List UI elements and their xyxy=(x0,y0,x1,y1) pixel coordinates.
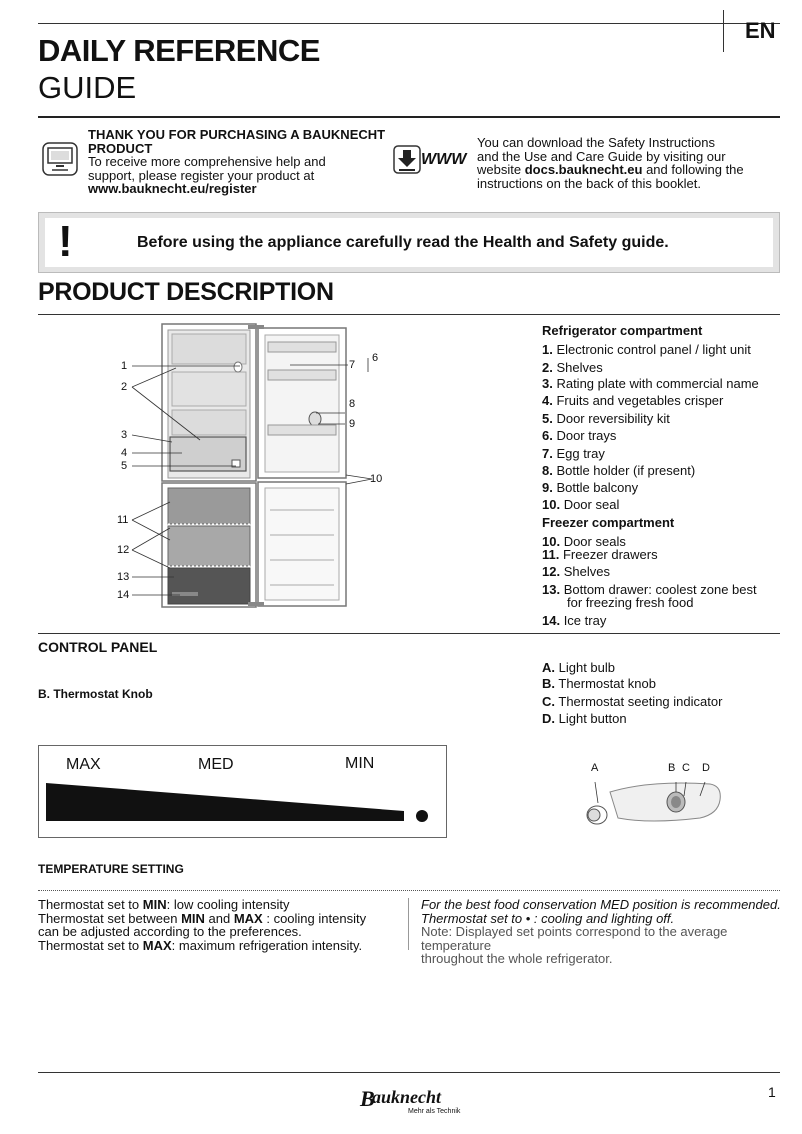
www-label: WWW xyxy=(421,151,467,168)
temp-line-1-pre: Thermostat set to xyxy=(38,897,143,912)
fridge-item-label: Rating plate with commercial name xyxy=(552,376,759,391)
freezer-item-number: 13. xyxy=(542,582,561,597)
fridge-item-number: 1. xyxy=(542,342,553,357)
control-panel-item-number: A. xyxy=(542,660,555,675)
control-panel-item xyxy=(542,694,722,709)
warning-text: Before using the appliance carefully read the Health and Safety guide. xyxy=(137,234,669,251)
control-panel-title: CONTROL PANEL xyxy=(38,639,158,655)
download-line-4: instructions on the back of this booklet. xyxy=(477,175,702,191)
temperature-notes xyxy=(421,898,786,966)
diagram-label-6: 6 xyxy=(372,352,379,364)
thermostat-wedge xyxy=(44,780,444,825)
temp-line-1-min: MIN xyxy=(142,897,167,912)
freezer-item-number: 14. xyxy=(542,613,561,628)
temp-note-4: throughout the whole refrigerator. xyxy=(421,951,613,966)
register-info xyxy=(88,128,388,196)
fridge-item-label: Egg tray xyxy=(552,446,605,461)
download-line-1: You can download the Safety Instructions xyxy=(477,135,716,150)
diagram-label-2: 2 xyxy=(121,381,128,393)
temp-line-2-max: MAX xyxy=(233,910,263,926)
fridge-item-label: Door trays xyxy=(552,428,617,443)
brand-tagline: Mehr als Technik xyxy=(408,1108,461,1115)
temp-line-4-max: MAX xyxy=(142,937,172,953)
download-info xyxy=(477,136,782,190)
temp-line-4-pre: Thermostat set to xyxy=(38,937,143,953)
freezer-item xyxy=(542,613,606,628)
product-rule xyxy=(38,314,780,315)
freezer-item xyxy=(542,564,610,579)
diagram-label-1: 1 xyxy=(121,360,128,372)
control-panel-item xyxy=(542,676,656,691)
scale-med-label: MED xyxy=(198,756,234,773)
temp-line-1 xyxy=(38,898,398,912)
temperature-title: TEMPERATURE SETTING xyxy=(38,862,184,876)
fridge-item-label: Shelves xyxy=(552,360,603,375)
fridge-item-number: 6. xyxy=(542,428,553,443)
fridge-item-number: 9. xyxy=(542,480,553,495)
fridge-item xyxy=(542,480,638,495)
freezer-item-number: 10. xyxy=(542,534,561,549)
fridge-item xyxy=(542,393,723,408)
temp-line-2-min: MIN xyxy=(181,910,205,926)
temp-line-2-post: : cooling intensity xyxy=(262,910,367,926)
freezer-item-13-line2: for freezing fresh food xyxy=(567,595,694,610)
control-rule xyxy=(38,633,780,634)
freezer-item-label: Door seals xyxy=(560,534,626,549)
temp-note-1: For the best food conservation MED position is recommended. xyxy=(421,897,781,912)
register-heading-2: PRODUCT xyxy=(88,140,153,156)
temperature-rule xyxy=(38,890,780,891)
control-panel-item-label: Light button xyxy=(555,711,627,726)
download-line-3-prefix: website xyxy=(477,162,525,177)
fridge-item-number: 3. xyxy=(542,376,553,391)
fridge-item xyxy=(542,376,759,391)
register-line-1: To receive more comprehensive help and xyxy=(88,154,326,169)
diagram-label-14: 14 xyxy=(117,589,130,601)
diagram-label-7: 7 xyxy=(349,359,356,371)
download-line-2: and the Use and Care Guide by visiting our xyxy=(477,148,726,164)
fridge-item-label: Bottle holder (if present) xyxy=(552,463,696,478)
fridge-item-label: Door reversibility kit xyxy=(552,411,670,426)
temp-note-3: Note: Displayed set points correspond to the average temperature xyxy=(421,924,728,953)
fridge-heading: Refrigerator compartment xyxy=(542,323,703,338)
control-panel-subtitle: B. Thermostat Knob xyxy=(38,687,153,701)
fridge-item xyxy=(542,360,603,375)
fridge-item xyxy=(542,411,670,426)
temp-line-2 xyxy=(38,912,398,926)
temp-line-1-post: : low cooling intensity xyxy=(166,897,290,912)
fridge-item-number: 5. xyxy=(542,411,553,426)
temperature-divider xyxy=(408,898,409,950)
header-rule xyxy=(38,116,780,118)
fridge-item-number: 8. xyxy=(542,463,553,478)
language-code: EN xyxy=(745,18,776,43)
freezer-item-label: Freezer drawers xyxy=(559,547,658,562)
brand-logo-initial: B xyxy=(360,1086,375,1111)
control-panel-item xyxy=(542,711,627,726)
fridge-item xyxy=(542,446,605,461)
download-link[interactable]: docs.bauknecht.eu xyxy=(524,162,643,177)
fridge-diagram xyxy=(110,320,400,612)
register-link[interactable]: www.bauknecht.eu/register xyxy=(88,181,257,196)
download-line-3-suffix: and following the xyxy=(642,162,744,177)
fridge-item-number: 7. xyxy=(542,446,553,461)
temp-line-4-post: : maximum refrigeration intensity. xyxy=(171,937,363,953)
register-heading-1: THANK YOU FOR PURCHASING A BAUKNECHT xyxy=(88,127,386,142)
top-rule xyxy=(38,23,780,24)
freezer-item-label: Bottom drawer: coolest zone best xyxy=(560,582,757,597)
temp-line-4 xyxy=(38,939,398,953)
warning-icon: ! xyxy=(58,217,73,266)
diagram-label-13: 13 xyxy=(117,571,130,583)
download-www-icon xyxy=(393,145,473,175)
unit-label-a: A xyxy=(591,762,599,774)
fridge-item-label: Fruits and vegetables crisper xyxy=(552,393,724,408)
temp-line-2-pre: Thermostat set between xyxy=(38,910,182,926)
control-panel-item-number: C. xyxy=(542,694,555,709)
footer-rule xyxy=(38,1072,780,1073)
diagram-label-12: 12 xyxy=(117,544,130,556)
download-line-3 xyxy=(477,163,782,177)
freezer-item-label: Ice tray xyxy=(560,613,607,628)
freezer-item-number: 12. xyxy=(542,564,561,579)
fridge-item xyxy=(542,428,616,443)
temp-line-3: can be adjusted according to the preferences. xyxy=(38,924,302,939)
scale-min-label: MIN xyxy=(345,755,375,772)
monitor-icon xyxy=(42,142,78,176)
brand-logo: auknecht xyxy=(372,1087,442,1107)
fridge-item-number: 4. xyxy=(542,393,553,408)
diagram-label-8: 8 xyxy=(349,398,356,410)
unit-label-d: D xyxy=(702,762,710,774)
freezer-item xyxy=(542,547,658,562)
control-panel-item xyxy=(542,660,615,675)
diagram-label-5: 5 xyxy=(121,460,128,472)
product-description-title: PRODUCT DESCRIPTION xyxy=(38,278,334,306)
fridge-item-number: 10. xyxy=(542,497,561,512)
control-panel-item-label: Light bulb xyxy=(555,660,615,675)
freezer-item-label: Shelves xyxy=(560,564,610,579)
unit-label-c: C xyxy=(682,762,690,774)
fridge-item xyxy=(542,463,695,478)
temperature-left xyxy=(38,898,398,952)
fridge-item xyxy=(542,342,751,357)
fridge-item xyxy=(542,497,619,512)
scale-max-label: MAX xyxy=(66,756,101,773)
diagram-label-11: 11 xyxy=(117,514,129,526)
page-subtitle: GUIDE xyxy=(38,70,137,105)
temp-line-2-mid: and xyxy=(204,910,234,926)
freezer-item-number: 11. xyxy=(542,547,560,562)
diagram-label-9: 9 xyxy=(349,418,356,430)
page-title: DAILY REFERENCE xyxy=(38,33,320,68)
diagram-label-3: 3 xyxy=(121,429,128,441)
control-panel-item-number: B. xyxy=(542,676,555,691)
control-panel-item-label: Thermostat seeting indicator xyxy=(555,694,723,709)
freezer-heading: Freezer compartment xyxy=(542,515,675,530)
control-unit-illustration xyxy=(580,778,730,830)
temp-note-2: Thermostat set to • : cooling and lighting off. xyxy=(421,910,675,926)
language-divider xyxy=(723,10,724,52)
fridge-item-number: 2. xyxy=(542,360,553,375)
fridge-item-label: Electronic control panel / light unit xyxy=(552,342,751,357)
diagram-label-4: 4 xyxy=(121,447,128,459)
unit-label-b: B xyxy=(668,762,676,774)
control-panel-item-label: Thermostat knob xyxy=(555,676,656,691)
register-line-2: support, please register your product at xyxy=(88,167,315,183)
fridge-item-label: Bottle balcony xyxy=(552,480,639,495)
fridge-item-label: Door seal xyxy=(560,497,620,512)
page-number: 1 xyxy=(768,1084,776,1100)
control-panel-item-number: D. xyxy=(542,711,555,726)
diagram-label-10: 10 xyxy=(370,473,383,485)
